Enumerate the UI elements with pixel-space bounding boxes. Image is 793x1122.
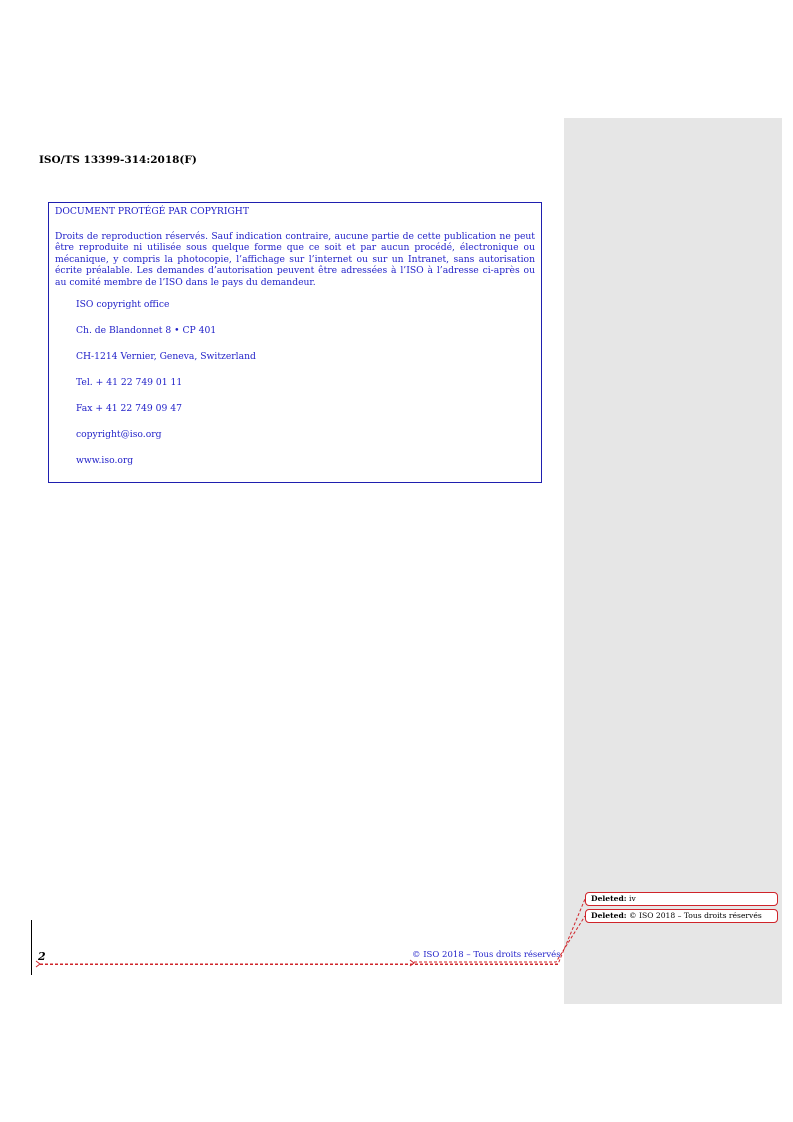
revision-dashed-line — [40, 964, 558, 965]
address-line-fax: Fax + 41 22 749 09 47 — [76, 403, 182, 414]
comment-pane — [564, 118, 782, 1004]
address-line-email[interactable]: copyright@iso.org — [76, 429, 162, 440]
address-line-office: ISO copyright office — [76, 299, 170, 310]
comment-balloon-deleted-copyright[interactable] — [585, 909, 778, 923]
copyright-title: DOCUMENT PROTÉGÉ PAR COPYRIGHT — [55, 206, 249, 217]
revision-marker-2 — [410, 960, 414, 966]
comment-balloon-deleted-page-number[interactable] — [585, 892, 778, 906]
address-line-phone: Tel. + 41 22 749 01 11 — [76, 377, 183, 388]
address-line-website[interactable]: www.iso.org — [76, 455, 134, 466]
copyright-paragraph: Droits de reproduction réservés. Sauf indication contraire, aucune partie de cette publication ne peut être reproduite ni utilisée sous quelque forme que ce soit et par aucun procédé, électronique ou mécanique, y compris la photocopie, l’affichage sur l’internet ou sur un Intranet, sans autorisation écrite préalable. Les demandes d’autorisation peuvent être adressées à l’ISO à l’adresse ci-après ou au comité membre de l’ISO dans le pays du demandeur. — [55, 230, 535, 288]
address-line-city: CH-1214 Vernier, Geneva, Switzerland — [76, 351, 256, 362]
address-line-street: Ch. de Blandonnet 8 • CP 401 — [76, 325, 217, 336]
page-number: 2 — [38, 950, 46, 963]
document-header: ISO/TS 13399-314:2018(F) — [39, 154, 197, 166]
comment-text: iv — [629, 894, 636, 903]
comment-text: © ISO 2018 – Tous droits réservés — [629, 911, 762, 920]
comment-label: Deleted: — [591, 894, 627, 903]
copyright-notice-box — [48, 202, 542, 483]
change-bar — [31, 920, 32, 975]
footer-copyright: © ISO 2018 – Tous droits réservés — [412, 950, 561, 960]
comment-label: Deleted: — [591, 911, 627, 920]
address-list — [55, 299, 535, 481]
